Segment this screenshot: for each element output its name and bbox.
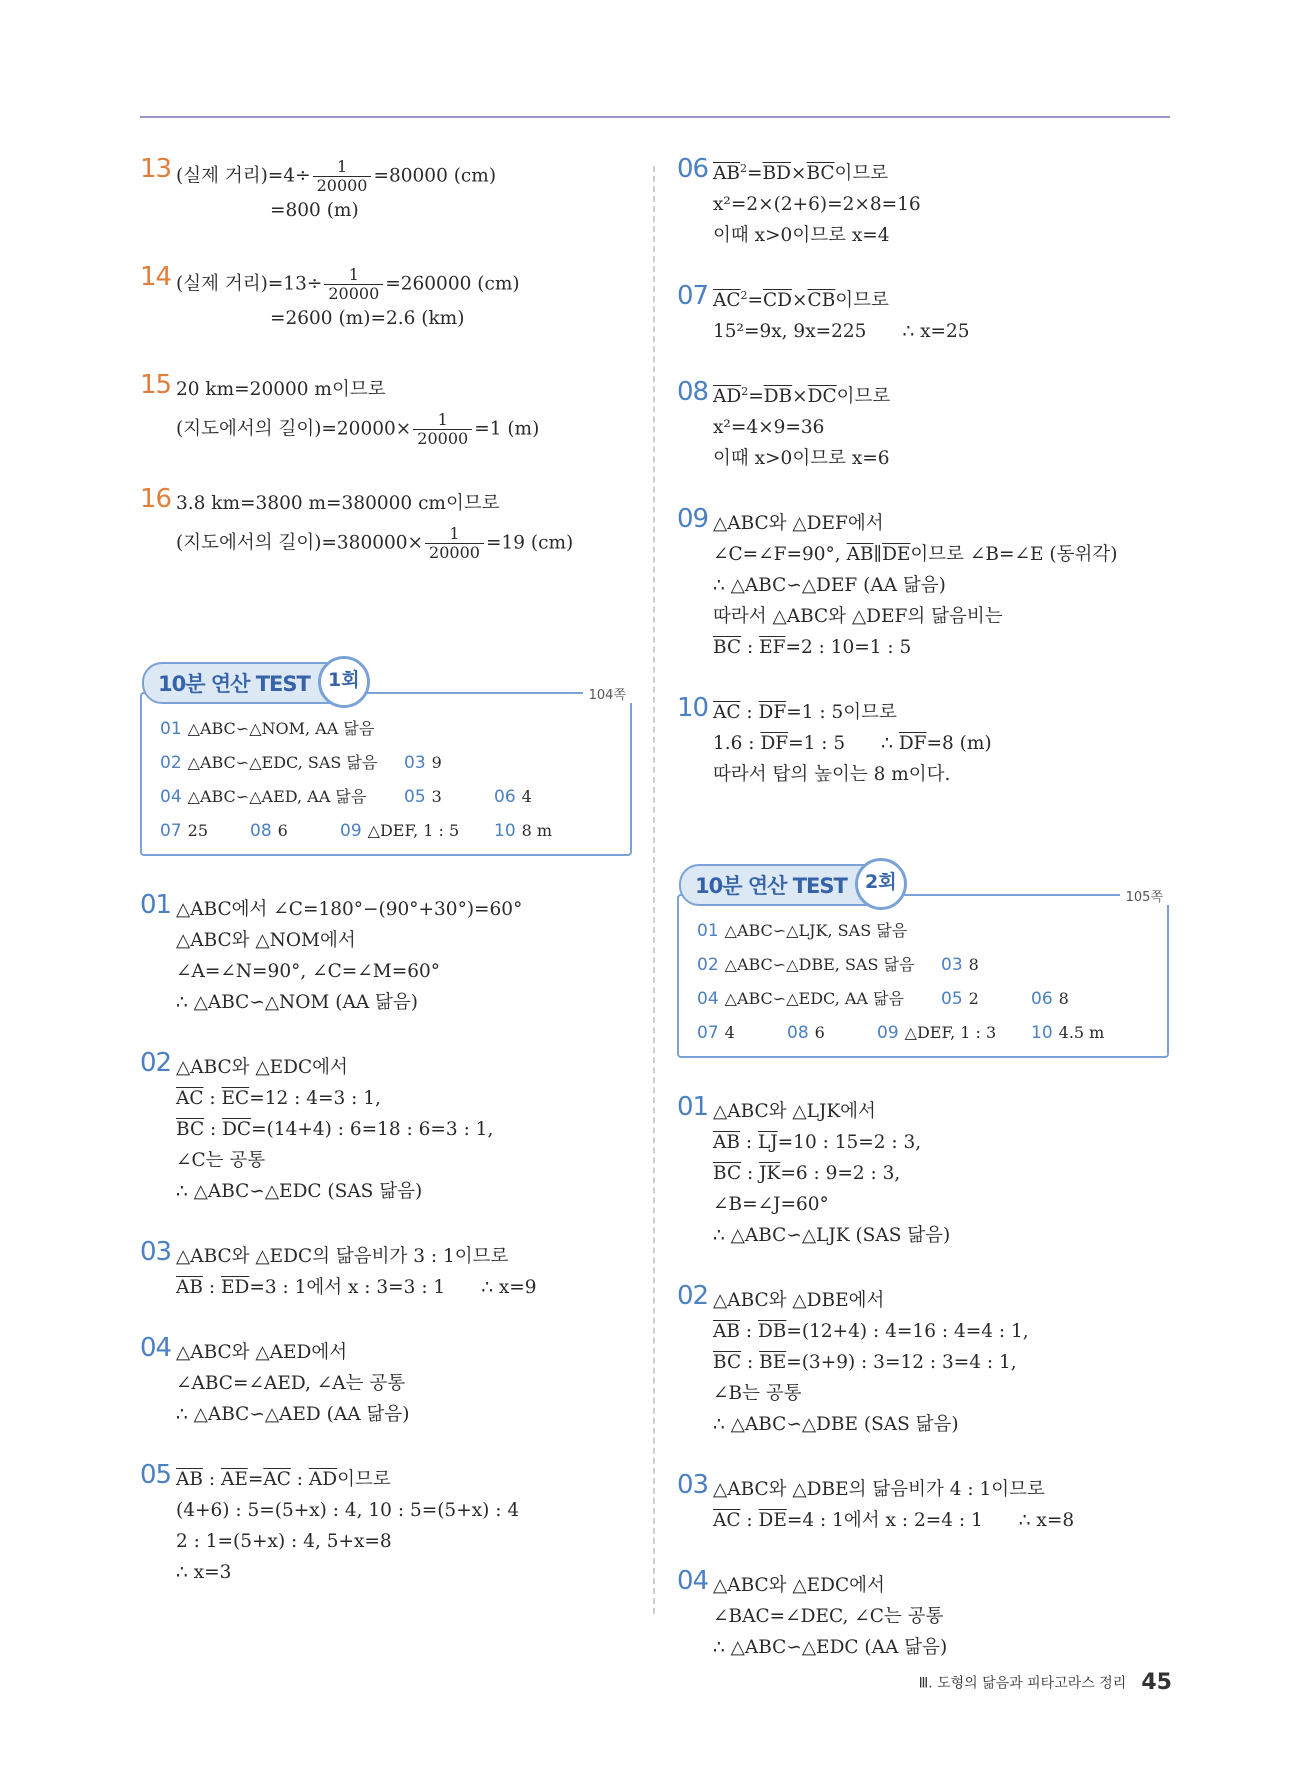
- answer-row: [697, 948, 1149, 982]
- round-badge: 2회: [855, 858, 907, 910]
- answer-item: 09 △DEF, 1 : 3: [877, 1023, 997, 1043]
- round-badge: 1회: [318, 656, 370, 708]
- answer-item: 04 △ABC∽△EDC, AA 닮음: [697, 989, 904, 1009]
- answer-row: [697, 982, 1149, 1016]
- solution-03: 03 △ABC와 △DBE의 닮음비가 4 : 1이므로 $\overline{AC}$ : $\overline{DE}=4$ : 1에서 x : 2=4 : 1 ∴ x=8: [677, 1470, 1075, 1531]
- top-rule: [140, 116, 1170, 118]
- page-reference: 104쪽: [583, 684, 632, 703]
- test-2-header: [679, 864, 899, 906]
- answer-row: [160, 712, 612, 746]
- solution-02: 02 △ABC와 △DBE에서 $\overline{AB}$ : $\overline{DB}=(12+4)$ : 4=16 : 4=4 : 1, $\overline{BC}$ : $\overline{BE}=(3+9)$ : 3=12 : 3=4 : 1, ∠B는 공통 ∴ △ABC∽△DBE (SAS 닮음): [677, 1281, 1029, 1435]
- problem-number: 15: [140, 370, 172, 400]
- test-title: 10분 연산 TEST: [142, 662, 362, 704]
- problem-number: 02: [677, 1281, 709, 1311]
- fraction: $\frac{1}{20000}$: [425, 525, 484, 562]
- problem-06: 06 $\overline{AB}^2=\overline{BD}\times\overline{BC}$이므로 x²=2×(2+6)=2×8=16 이때 x>0이므로 x=4: [677, 154, 921, 246]
- problem-09: 09 △ABC와 △DEF에서 ∠C=∠F=90°, $\overline{AB}\parallel\overline{DE}$이므로 ∠B=∠E (동위각) ∴ △ABC∽△DEF (AA 닮음) 따라서 △ABC와 △DEF의 닮음비는 $\overline{BC}$ : $\overline{EF}=2$ : 10=1 : 5: [677, 504, 1118, 658]
- problem-08: 08 $\overline{AD}^2=\overline{DB}\times\overline{DC}$이므로 x²=4×9=36 이때 x>0이므로 x=6: [677, 377, 891, 469]
- answer-item: 09 △DEF, 1 : 5: [340, 821, 460, 841]
- page-footer: [919, 1670, 1172, 1695]
- answer-item: 07 25: [160, 821, 208, 841]
- answer-row: [160, 814, 612, 848]
- problem-number: 16: [140, 484, 172, 514]
- answer-row: [697, 914, 1149, 948]
- problem-number: 01: [677, 1092, 709, 1122]
- answer-row: [160, 780, 612, 814]
- problem-number: 03: [140, 1237, 172, 1267]
- problem-number: 10: [677, 693, 709, 723]
- answer-item: 04 △ABC∽△AED, AA 닮음: [160, 787, 367, 807]
- fraction: $\frac{1}{20000}$: [324, 266, 383, 303]
- solution-01: 01 △ABC에서 ∠C=180°−(90°+30°)=60° △ABC와 △NOM에서 ∠A=∠N=90°, ∠C=∠M=60° ∴ △ABC∽△NOM (AA 닮음): [140, 890, 523, 1013]
- answer-item: 01 △ABC∽△LJK, SAS 닮음: [697, 921, 908, 941]
- solution-01: 01 △ABC와 △LJK에서 $\overline{AB}$ : $\overline{LJ}=10$ : 15=2 : 3, $\overline{BC}$ : $\overline{JK}=6$ : 9=2 : 3, ∠B=∠J=60° ∴ △ABC∽△LJK (SAS 닮음): [677, 1092, 951, 1246]
- problem-number: 04: [140, 1333, 172, 1363]
- problem-number: 04: [677, 1566, 709, 1596]
- answer-item: 08 6: [787, 1023, 825, 1043]
- problem-16: 16 3.8 km=3800 m=380000 cm이므로 (지도에서의 길이)=380000× $\frac{1}{20000}$ =19 (cm): [140, 484, 574, 562]
- answer-row: [160, 746, 612, 780]
- problem-number: 03: [677, 1470, 709, 1500]
- answer-item: 05 3: [404, 787, 442, 807]
- solution-03: 03 △ABC와 △EDC의 닮음비가 3 : 1이므로 $\overline{AB}$ : $\overline{ED}=3$ : 1에서 x : 3=3 : 1 ∴ x=9: [140, 1237, 537, 1298]
- problem-number: 07: [677, 281, 709, 311]
- problem-13: 13 (실제 거리)=4÷ $\frac{1}{20000}$ =80000 (cm) =800 (m): [140, 154, 497, 221]
- left-column: [140, 154, 640, 1622]
- problem-14: 14 (실제 거리)=13÷ $\frac{1}{20000}$ =260000 (cm) =2600 (m)=2.6 (km): [140, 262, 520, 329]
- answer-item: 08 6: [250, 821, 288, 841]
- solution-04: 04 △ABC와 △AED에서 ∠ABC=∠AED, ∠A는 공통 ∴ △ABC∽△AED (AA 닮음): [140, 1333, 410, 1425]
- problem-10: 10 $\overline{AC}$ : $\overline{DF}=1$ : 5이므로 1.6 : $\overline{DF}=1$ : 5 ∴ $\overline{DF}=8$ (m) 따라서 탑의 높이는 8 m이다.: [677, 693, 992, 785]
- problem-number: 06: [677, 154, 709, 184]
- problem-number: 13: [140, 154, 172, 184]
- fraction: $\frac{1}{20000}$: [313, 158, 372, 195]
- page-number: 45: [1141, 1670, 1172, 1695]
- answer-item: 07 4: [697, 1023, 735, 1043]
- answer-item: 03 8: [941, 955, 979, 975]
- fraction: $\frac{1}{20000}$: [413, 411, 472, 448]
- answer-item: 02 △ABC∽△EDC, SAS 닮음: [160, 753, 378, 773]
- answer-box: [140, 688, 632, 856]
- test-1-header: [142, 662, 362, 704]
- answer-item: 10 4.5 m: [1031, 1023, 1105, 1043]
- answer-item: 03 9: [404, 753, 442, 773]
- problem-number: 14: [140, 262, 172, 292]
- answer-item: 06 4: [494, 787, 532, 807]
- problem-07: 07 $\overline{AC}^2=\overline{CD}\times\overline{CB}$이므로 15²=9x, 9x=225 ∴ x=25: [677, 281, 970, 342]
- answer-item: 10 8 m: [494, 821, 553, 841]
- problem-number: 08: [677, 377, 709, 407]
- chapter-title: Ⅲ. 도형의 닮음과 피타고라스 정리: [918, 1675, 1127, 1692]
- problem-15: 15 20 km=20000 m이므로 (지도에서의 길이)=20000× $\frac{1}{20000}$ =1 (m): [140, 370, 540, 448]
- answer-box: [677, 890, 1169, 1058]
- answer-item: 06 8: [1031, 989, 1069, 1009]
- answer-item: 05 2: [941, 989, 979, 1009]
- answer-row: [697, 1016, 1149, 1050]
- problem-number: 01: [140, 890, 172, 920]
- column-divider: [653, 166, 655, 1614]
- solution-05: 05 $\overline{AB}$ : $\overline{AE}=\overline{AC}$ : $\overline{AD}$이므로 (4+6) : 5=(5+x) : 4, 10 : 5=(5+x) : 4 2 : 1=(5+x) : 4, 5+x=8 ∴ x=3: [140, 1460, 520, 1583]
- problem-number: 02: [140, 1048, 172, 1078]
- answer-item: 01 △ABC∽△NOM, AA 닮음: [160, 719, 375, 739]
- answer-item: 02 △ABC∽△DBE, SAS 닮음: [697, 955, 915, 975]
- problem-number: 05: [140, 1460, 172, 1490]
- test-1-panel: [140, 662, 640, 856]
- problem-number: 09: [677, 504, 709, 534]
- solution-04: 04 △ABC와 △EDC에서 ∠BAC=∠DEC, ∠C는 공통 ∴ △ABC∽△EDC (AA 닮음): [677, 1566, 948, 1658]
- solution-02: 02 △ABC와 △EDC에서 $\overline{AC}$ : $\overline{EC}=12$ : 4=3 : 1, $\overline{BC}$ : $\overline{DC}=(14+4)$ : 6=18 : 6=3 : 1, ∠C는 공통 ∴ △ABC∽△EDC (SAS 닮음): [140, 1048, 494, 1202]
- right-column: [677, 154, 1177, 1697]
- test-title: 10분 연산 TEST: [679, 864, 899, 906]
- page-reference: 105쪽: [1120, 886, 1169, 905]
- test-2-panel: [677, 864, 1177, 1058]
